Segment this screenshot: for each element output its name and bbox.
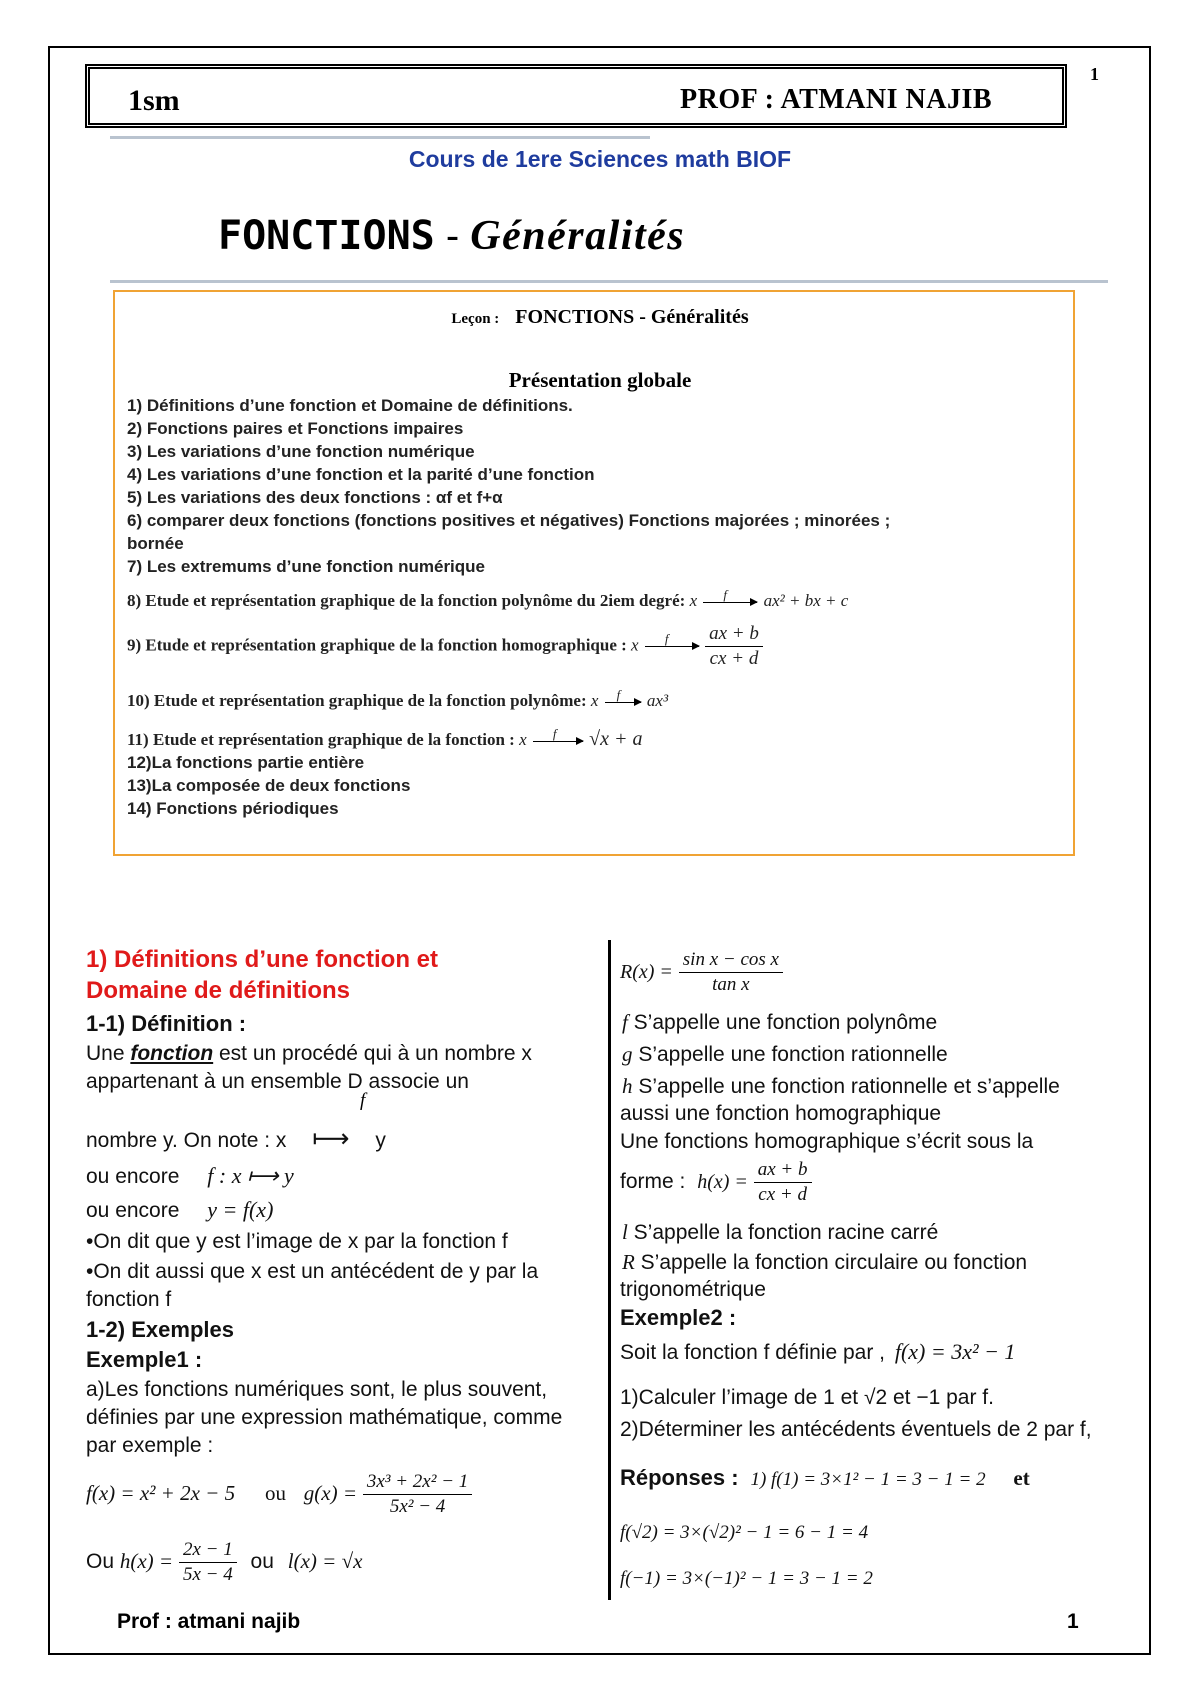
lesson-item-9 — [127, 622, 763, 671]
item11-x: x — [519, 730, 527, 749]
item9-x: x — [631, 635, 639, 655]
lesson-item: 7) Les extremums d’une fonction numérique — [127, 557, 486, 576]
lesson-item: 13)La composée de deux fonctions — [127, 776, 411, 795]
overview-title: Présentation globale — [508, 368, 692, 392]
mapsto-arrow-icon: f — [533, 741, 583, 742]
lesson-item: 6) comparer deux fonctions (fonctions positives et négatives) Fonctions majorées ; minorées ; — [127, 511, 891, 530]
note-line: nombre y. On note : x ⟼ y — [86, 1123, 386, 1153]
definition-heading: 1-1) Définition : — [86, 1011, 247, 1036]
footer-author: Prof : atmani najib — [117, 1610, 301, 1633]
lesson-title: FONCTIONS - Généralités — [515, 306, 749, 328]
example1-line: par exemple : — [86, 1434, 214, 1457]
item10-x: x — [590, 691, 599, 710]
homographic-line: Une fonctions homographique s’écrit sous la — [620, 1130, 1034, 1153]
mapsto-arrow-icon: f — [703, 602, 757, 603]
lesson-item: bornée — [127, 534, 184, 553]
ou-encore-2: ou encore y = f(x) — [86, 1197, 274, 1222]
page-title — [218, 212, 685, 260]
homographic-form: forme : h(x) = $\frac{ax + b}{cx + d}$ — [620, 1158, 812, 1207]
lesson-item: 5) Les variations des deux fonctions : αf et f+α — [127, 488, 503, 507]
lesson-item: 1) Définitions d’une fonction et Domaine de définitions. — [127, 396, 573, 415]
section-title: 1) Définitions d’une fonction et — [86, 946, 438, 973]
page-number-top: 1 — [1090, 64, 1099, 84]
class-label: 1sm — [128, 84, 180, 117]
example2-heading: Exemple2 : — [620, 1305, 737, 1330]
item9-text: 9) Etude et représentation graphique de la fonction homographique : — [127, 635, 627, 655]
title-part2: Généralités — [470, 213, 686, 259]
lesson-item-11 — [127, 725, 643, 751]
lesson-item-8 — [127, 586, 849, 612]
bullet-antecedent: •On dit aussi que x est un antécédent de y par la — [86, 1260, 539, 1283]
bullet-antecedent-cont: fonction f — [86, 1288, 172, 1311]
lesson-item: 2) Fonctions paires et Fonctions impaires — [127, 419, 464, 438]
lesson-item: 12)La fonctions partie entière — [127, 753, 365, 772]
example1-line: définies par une expression mathématique, comme — [86, 1406, 563, 1429]
l-description: l S’appelle la fonction racine carré — [622, 1220, 939, 1244]
definition-line-1: Une fonction est un procédé qui à un nombre x — [86, 1042, 532, 1065]
keyword-fonction: fonction — [130, 1042, 214, 1065]
f-description: f S’appelle une fonction polynôme — [622, 1010, 938, 1034]
lesson-item: 14) Fonctions périodiques — [127, 799, 339, 818]
column-divider — [608, 940, 611, 1600]
definition-line-2: appartenant à un ensemble D associe un — [86, 1070, 469, 1093]
item8-expr: ax² + bx + c — [763, 591, 849, 610]
mapsto-arrow-icon: f — [605, 702, 641, 703]
title-part1: FONCTIONS — [218, 213, 435, 259]
examples-heading: 1-2) Exemples — [86, 1317, 234, 1342]
divider — [110, 136, 650, 139]
example1-line: a)Les fonctions numériques sont, le plus souvent, — [86, 1378, 548, 1401]
mapsto-icon: ⟼ — [312, 1123, 350, 1153]
h-fraction: $\frac{2x - 1}{5x - 4}$ — [179, 1538, 237, 1587]
answers-line-1: Réponses : 1) f(1) = 3×1² − 1 = 3 − 1 = 2 et — [620, 1465, 1030, 1490]
g-description: g S’appelle une fonction rationnelle — [622, 1042, 948, 1066]
R-description-cont: trigonométrique — [620, 1278, 766, 1301]
example2-definition: Soit la fonction f définie par , f(x) = 3x² − 1 — [620, 1339, 1016, 1364]
section-title: Domaine de définitions — [86, 977, 351, 1004]
question-1: 1)Calculer l’image de 1 et √2 et −1 par f. — [620, 1386, 994, 1409]
title-sep: - — [434, 214, 471, 258]
answers-line-2: f(√2) = 3×(√2)² − 1 = 6 − 1 = 4 — [620, 1522, 869, 1543]
R-fraction: $\frac{\text{sin x − cos x}}{\text{tan x}}$ — [679, 948, 783, 997]
ou-encore-1: ou encore f : x ⟼ y — [86, 1163, 294, 1188]
divider — [110, 280, 1108, 283]
lesson-label: Leçon : — [451, 311, 500, 327]
item9-fraction: $\frac{ax + b}{cx + d}$ — [705, 622, 763, 671]
lesson-item: 4) Les variations d’une fonction et la parité d’une fonction — [127, 465, 595, 484]
footer-page-number: 1 — [1067, 1610, 1079, 1633]
item11-expr: √x + a — [589, 728, 643, 750]
example-functions-fg: f(x) = x² + 2x − 5 ou g(x) = $\frac{\text{3x³ + 2x² − 1}}{\text{5x² − 4}}$ — [86, 1470, 472, 1519]
prof-label: PROF : ATMANI NAJIB — [680, 84, 993, 115]
lesson-item-10 — [127, 686, 669, 712]
example1-heading: Exemple1 : — [86, 1347, 203, 1372]
lesson-name — [0, 306, 1200, 329]
mapsto-arrow-icon: f — [645, 646, 699, 647]
subtitle: Cours de 1ere Sciences math BIOF — [408, 146, 792, 172]
item10-text: 10) Etude et représentation graphique de la fonction polynôme: — [127, 691, 587, 710]
R-definition: R(x) = $\frac{\text{sin x − cos x}}{\text{tan x}}$ — [620, 948, 783, 997]
item8-text: 8) Etude et représentation graphique de la fonction polynôme du 2iem degré: — [127, 591, 686, 610]
g-fraction: $\frac{\text{3x³ + 2x² − 1}}{\text{5x² − 4}}$ — [363, 1470, 472, 1519]
h-description: h S’appelle une fonction rationnelle et s’appelle — [622, 1074, 1060, 1098]
note-f-label: f — [360, 1090, 366, 1111]
item8-x: x — [689, 591, 698, 610]
hx-fraction: $\frac{ax + b}{cx + d}$ — [754, 1158, 812, 1207]
item10-expr: ax³ — [646, 691, 669, 710]
example-functions-hl: Ou h(x) = $\frac{2x - 1}{5x - 4}$ ou l(x) = √x — [86, 1539, 363, 1585]
bullet-image: •On dit que y est l’image de x par la fonction f — [86, 1230, 508, 1253]
item11-text: 11) Etude et représentation graphique de la fonction : — [127, 730, 515, 749]
lesson-item: 3) Les variations d’une fonction numérique — [127, 442, 475, 461]
h-description-cont: aussi une fonction homographique — [620, 1102, 942, 1125]
answers-line-3: f(−1) = 3×(−1)² − 1 = 3 − 1 = 2 — [620, 1568, 873, 1589]
question-2: 2)Déterminer les antécédents éventuels de 2 par f, — [620, 1418, 1092, 1441]
R-description: R S’appelle la fonction circulaire ou fonction — [622, 1250, 1028, 1274]
